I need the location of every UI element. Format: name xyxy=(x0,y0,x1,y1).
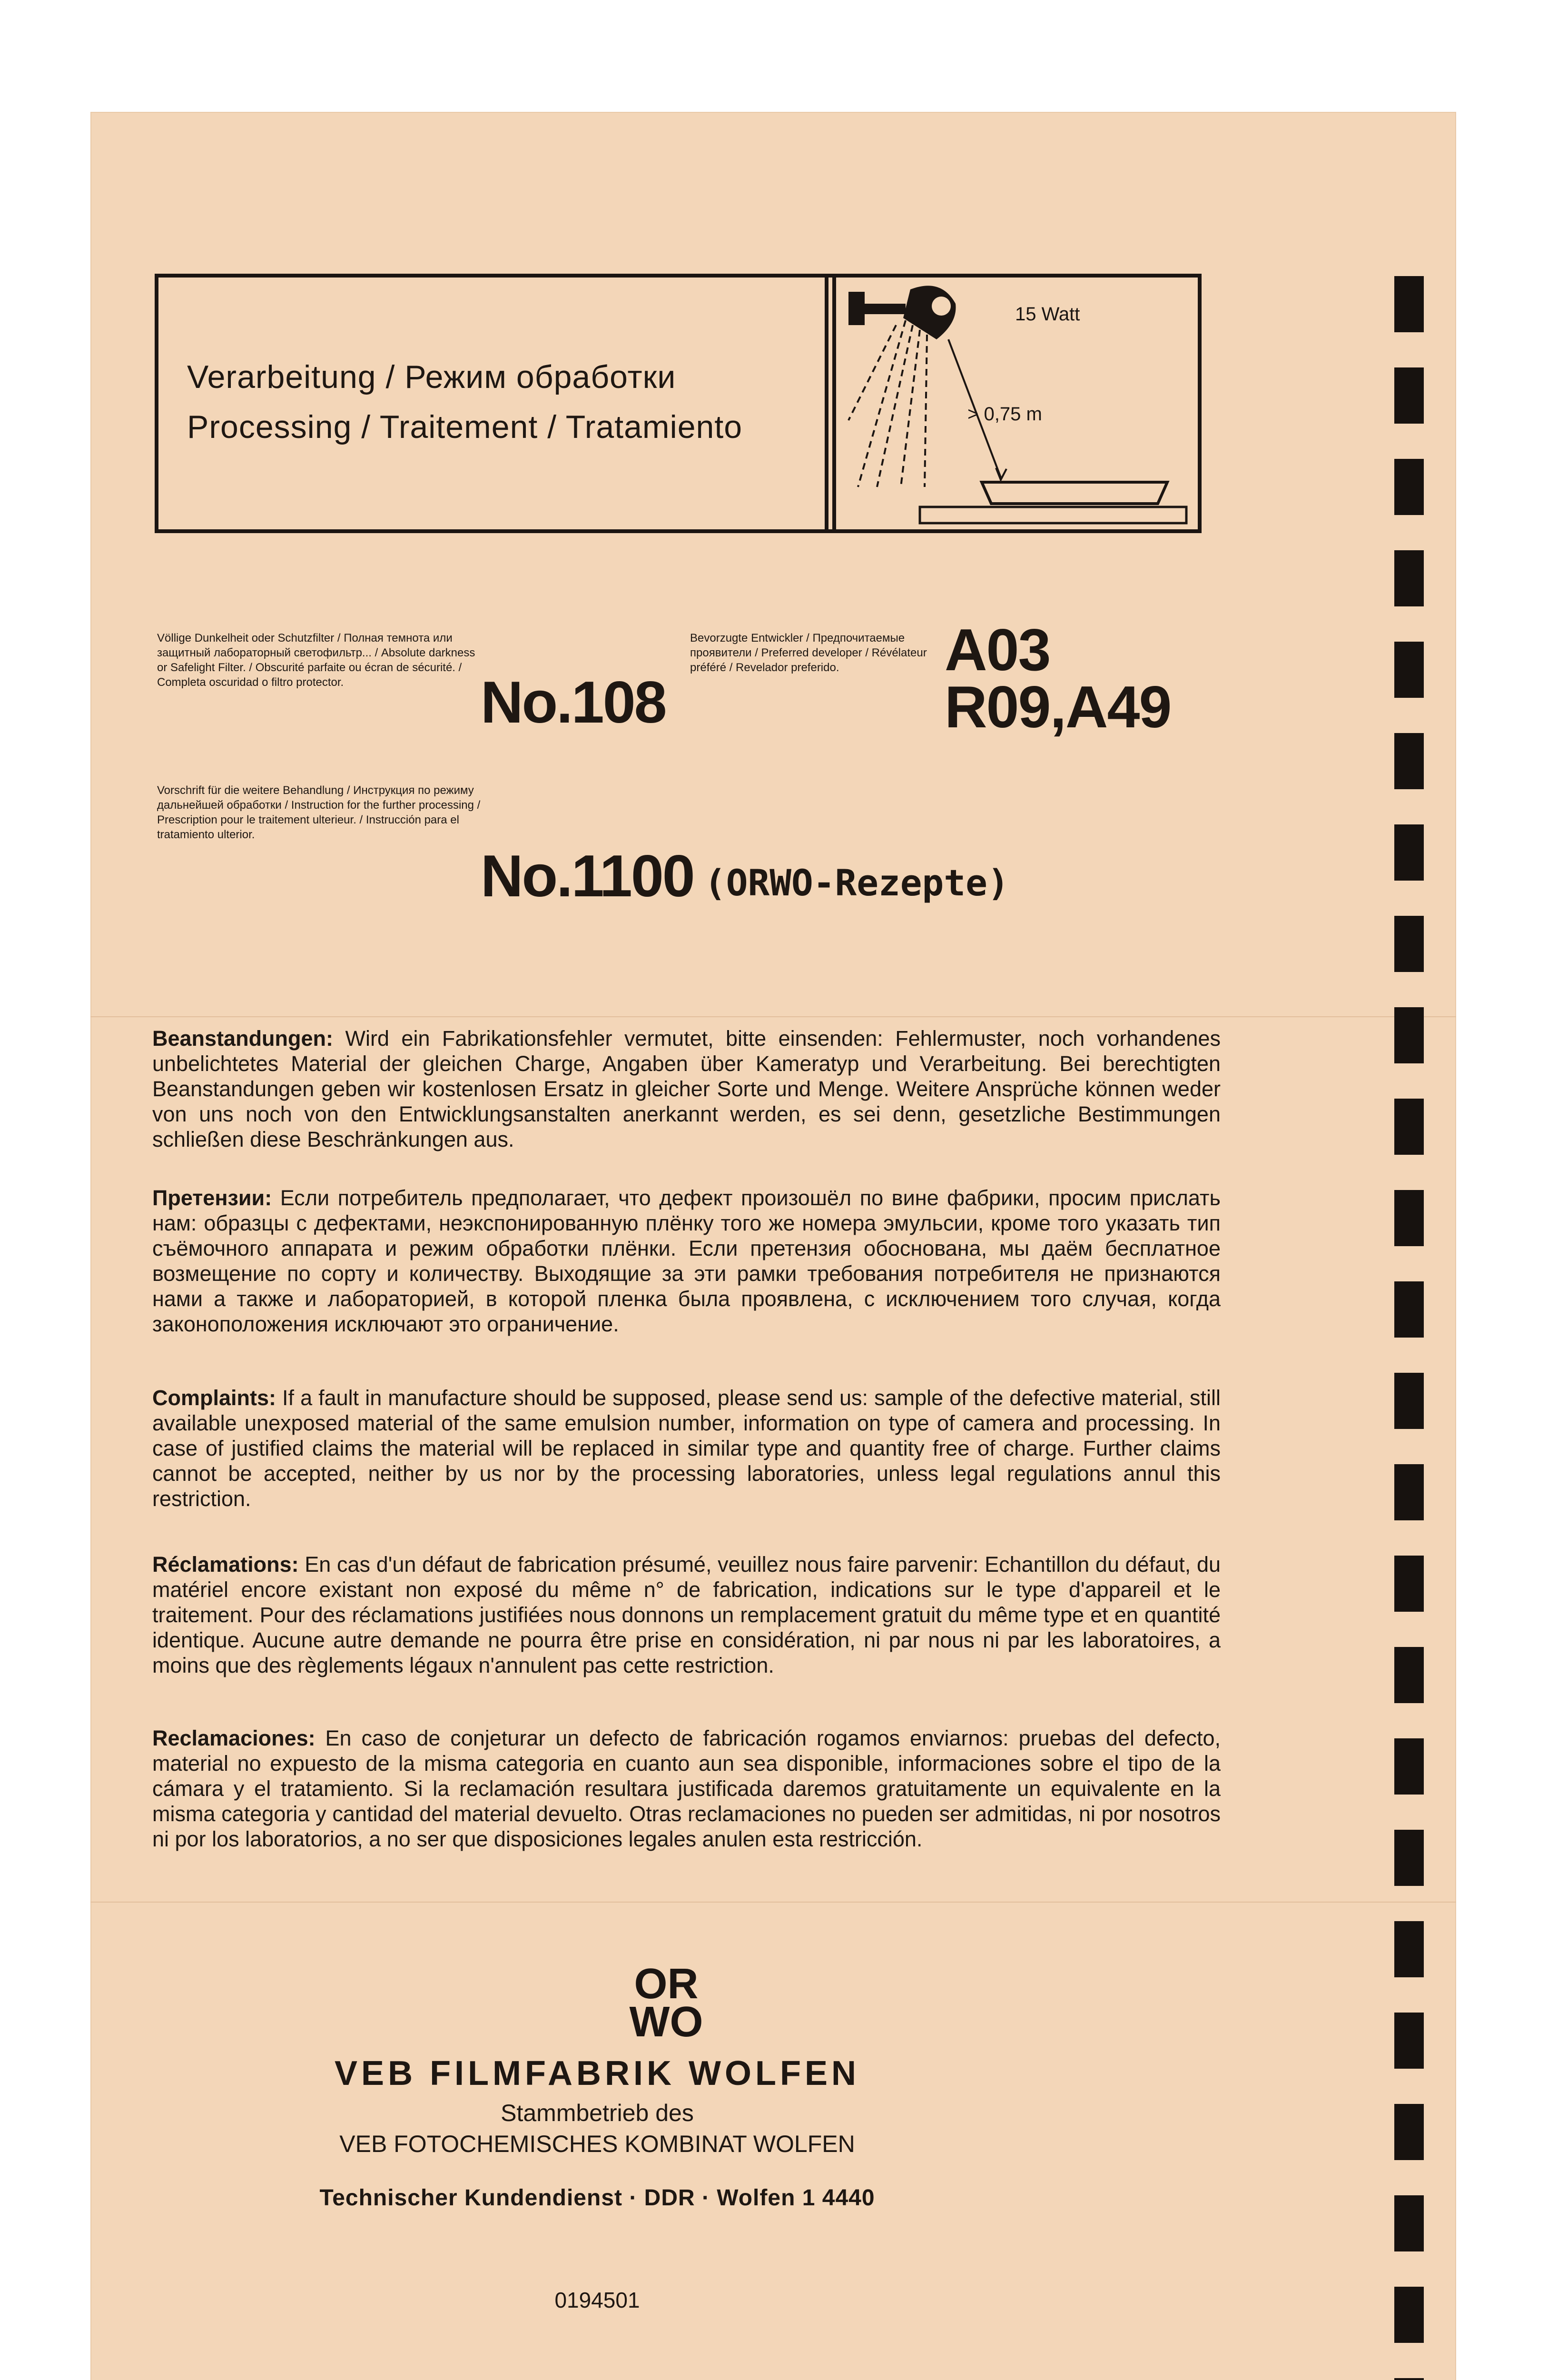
complaints-spanish-text: En caso de conjeturar un defecto de fabricación rogamos enviarnos: pruebas del defecto, material no expuesto de la misma categoria en cuanto aun sea disponible, informaciones sobre el tipo de la cámara y el tratamiento. Si la reclamación resultara justificada daremos gratuitamente un equivalente en la misma categoria y cantidad del material devuelto. Otras reclamaciones no pueden ser admitidas, ni por nosotros ni por los laboratorios, a no ser que disposiciones legales anulen esta restricción. xyxy=(152,1726,1221,1851)
complaints-french-heading: Réclamations: xyxy=(152,1552,299,1577)
complaints-spanish-heading: Reclamaciones: xyxy=(152,1726,316,1750)
perforation-mark xyxy=(1394,733,1424,789)
perforation-mark xyxy=(1394,2013,1424,2069)
perforation-mark xyxy=(1394,1007,1424,1063)
orwo-logo xyxy=(619,1961,714,2042)
fold-line xyxy=(90,1016,1456,1017)
complaints-english xyxy=(152,1385,1221,1511)
header-divider xyxy=(825,278,836,529)
lamp-distance: > 0,75 m xyxy=(967,404,1042,425)
perforation-mark xyxy=(1394,1099,1424,1155)
customer-service-address: Technischer Kundendienst · DDR · Wolfen 1 4440 xyxy=(319,2185,875,2211)
darkroom-number: No.108 xyxy=(481,670,666,735)
perforation-mark xyxy=(1394,1373,1424,1429)
perforation-mark xyxy=(1394,824,1424,881)
perforation-mark xyxy=(1394,1830,1424,1886)
developer-code-alternates: R09,A49 xyxy=(945,674,1171,740)
developer-code-primary: A03 xyxy=(945,617,1050,683)
complaints-french-text: En cas d'un défaut de fabrication présumé, veuillez nous faire parvenir: Echantillon du défaut, du matériel encore existant non exposé du même n° de fabrication, indications sur le type d'appareil et le traitement. Pour des réclamations justifiées nous donnons un remplacement gratuit du même type et en quantité identique. Aucune autre demande ne pourra être prise en considération, ni par nous ni par les laboratoires, a moins que des règlements légaux n'annulent pas cette restriction. xyxy=(152,1552,1221,1677)
perforation-mark xyxy=(1394,1190,1424,1246)
complaints-german-text: Wird ein Fabrikationsfehler vermutet, bitte einsenden: Fehlermuster, noch vorhandenes unbelichtetes Material der gleichen Charge, Angaben über Kameratyp und Verarbeitung. Bei berechtigten Beanstandungen geben wir kostenlosen Ersatz in gleicher Sorte und Menge. Weitere Ansprüche können weder von uns noch von den Entwicklungsanstalten anerkannt werden, es sei denn, gesetzliche Bestimmungen schließen diese Beschränkungen aus. xyxy=(152,1026,1221,1151)
svg-text:OR: OR xyxy=(634,1961,699,2008)
perforation-mark xyxy=(1394,1738,1424,1795)
perforation-mark xyxy=(1394,550,1424,606)
perforation-mark xyxy=(1394,459,1424,515)
recipes-note: (ORWO-Rezepte) xyxy=(704,862,1009,904)
developer-label: Bevorzugte Entwickler / Предпочитаемые проявители / Preferred developer / Révélateur préféré / Revelador preferido. xyxy=(690,632,927,674)
perforation-mark xyxy=(1394,1281,1424,1338)
lamp-wattage: 15 Watt xyxy=(1015,304,1080,325)
perforation-mark xyxy=(1394,2287,1424,2343)
complaints-english-heading: Complaints: xyxy=(152,1386,276,1410)
wall-mount xyxy=(848,292,865,325)
fold-line xyxy=(90,1902,1456,1903)
processing-title-line2: Processing / Traitement / Tratamiento xyxy=(187,409,743,445)
parent-company-line1: Stammbetrieb des xyxy=(501,2100,694,2126)
safelight-lamp-illustration xyxy=(839,278,1198,530)
complaints-russian xyxy=(152,1185,1221,1337)
perforation-mark xyxy=(1394,1556,1424,1612)
perforation-mark xyxy=(1394,276,1424,332)
print-serial-number: 0194501 xyxy=(554,2288,640,2312)
perforation-mark xyxy=(1394,1464,1424,1520)
perforation-mark xyxy=(1394,642,1424,698)
instructions-number: No.1100 xyxy=(481,843,694,909)
complaints-german-heading: Beanstandungen: xyxy=(152,1026,334,1051)
perforation-mark xyxy=(1394,2378,1424,2380)
darkroom-label: Völlige Dunkelheit oder Schutzfilter / Полная темнота или защитный лабораторный светофильтр... / Absolute darkness or Safelight Filter. / Obscurité parfaite ou écran de sécurité. / Completa oscuridad o filtro protector. xyxy=(157,632,475,689)
complaints-german xyxy=(152,1026,1221,1152)
developing-tray-icon xyxy=(982,482,1167,504)
perforation-mark xyxy=(1394,2104,1424,2160)
complaints-french xyxy=(152,1552,1221,1678)
instruction-leaflet xyxy=(90,112,1456,2380)
table-surface xyxy=(920,507,1186,523)
svg-text:WO: WO xyxy=(629,1998,703,2042)
complaints-spanish xyxy=(152,1726,1221,1852)
processing-header-box xyxy=(155,274,1202,533)
instructions-label: Vorschrift für die weitere Behandlung / Инструкция по режиму дальнейшей обработки / Instruction for the further processing / Prescription pour le traitement ulterieur. / Instrucción para el tratamiento ulterior. xyxy=(157,784,481,841)
lamp-arm xyxy=(863,304,906,314)
processing-title-line1: Verarbeitung / Режим обработки xyxy=(187,359,676,395)
complaints-russian-text: Если потребитель предполагает, что дефект произошёл по вине фабрики, просим прислать нам: образцы с дефектами, неэкспонированную плёнку того же номера эмульсии, кроме того указать тип съёмочного аппарата и режим обработки плёнки. Если претензия обоснована, мы даём бесплатное возмещение по сорту и количеству. Выходящие за эти рамки требования потребителя не признаются нами а также и лабораторией, в которой пленка была проявлена, с исключением того случая, когда законоположения исключают это ограничение. xyxy=(152,1186,1221,1336)
perforation-mark xyxy=(1394,1647,1424,1703)
complaints-russian-heading: Претензии: xyxy=(152,1186,272,1210)
parent-company-line2: VEB FOTOCHEMISCHES KOMBINAT WOLFEN xyxy=(339,2131,855,2157)
perforation-mark xyxy=(1394,2195,1424,2251)
company-name: VEB FILMFABRIK WOLFEN xyxy=(335,2054,860,2092)
perforation-mark xyxy=(1394,916,1424,972)
perforation-mark xyxy=(1394,1921,1424,1977)
perforation-mark xyxy=(1394,367,1424,424)
complaints-english-text: If a fault in manufacture should be supposed, please send us: sample of the defective material, still available unexposed material of the same emulsion number, information on type of camera and processing. In case of justified claims the material will be replaced in similar type and quantity free of charge. Further claims cannot be accepted, neither by us nor by the processing laboratories, unless legal regulations annul this restriction. xyxy=(152,1386,1221,1511)
